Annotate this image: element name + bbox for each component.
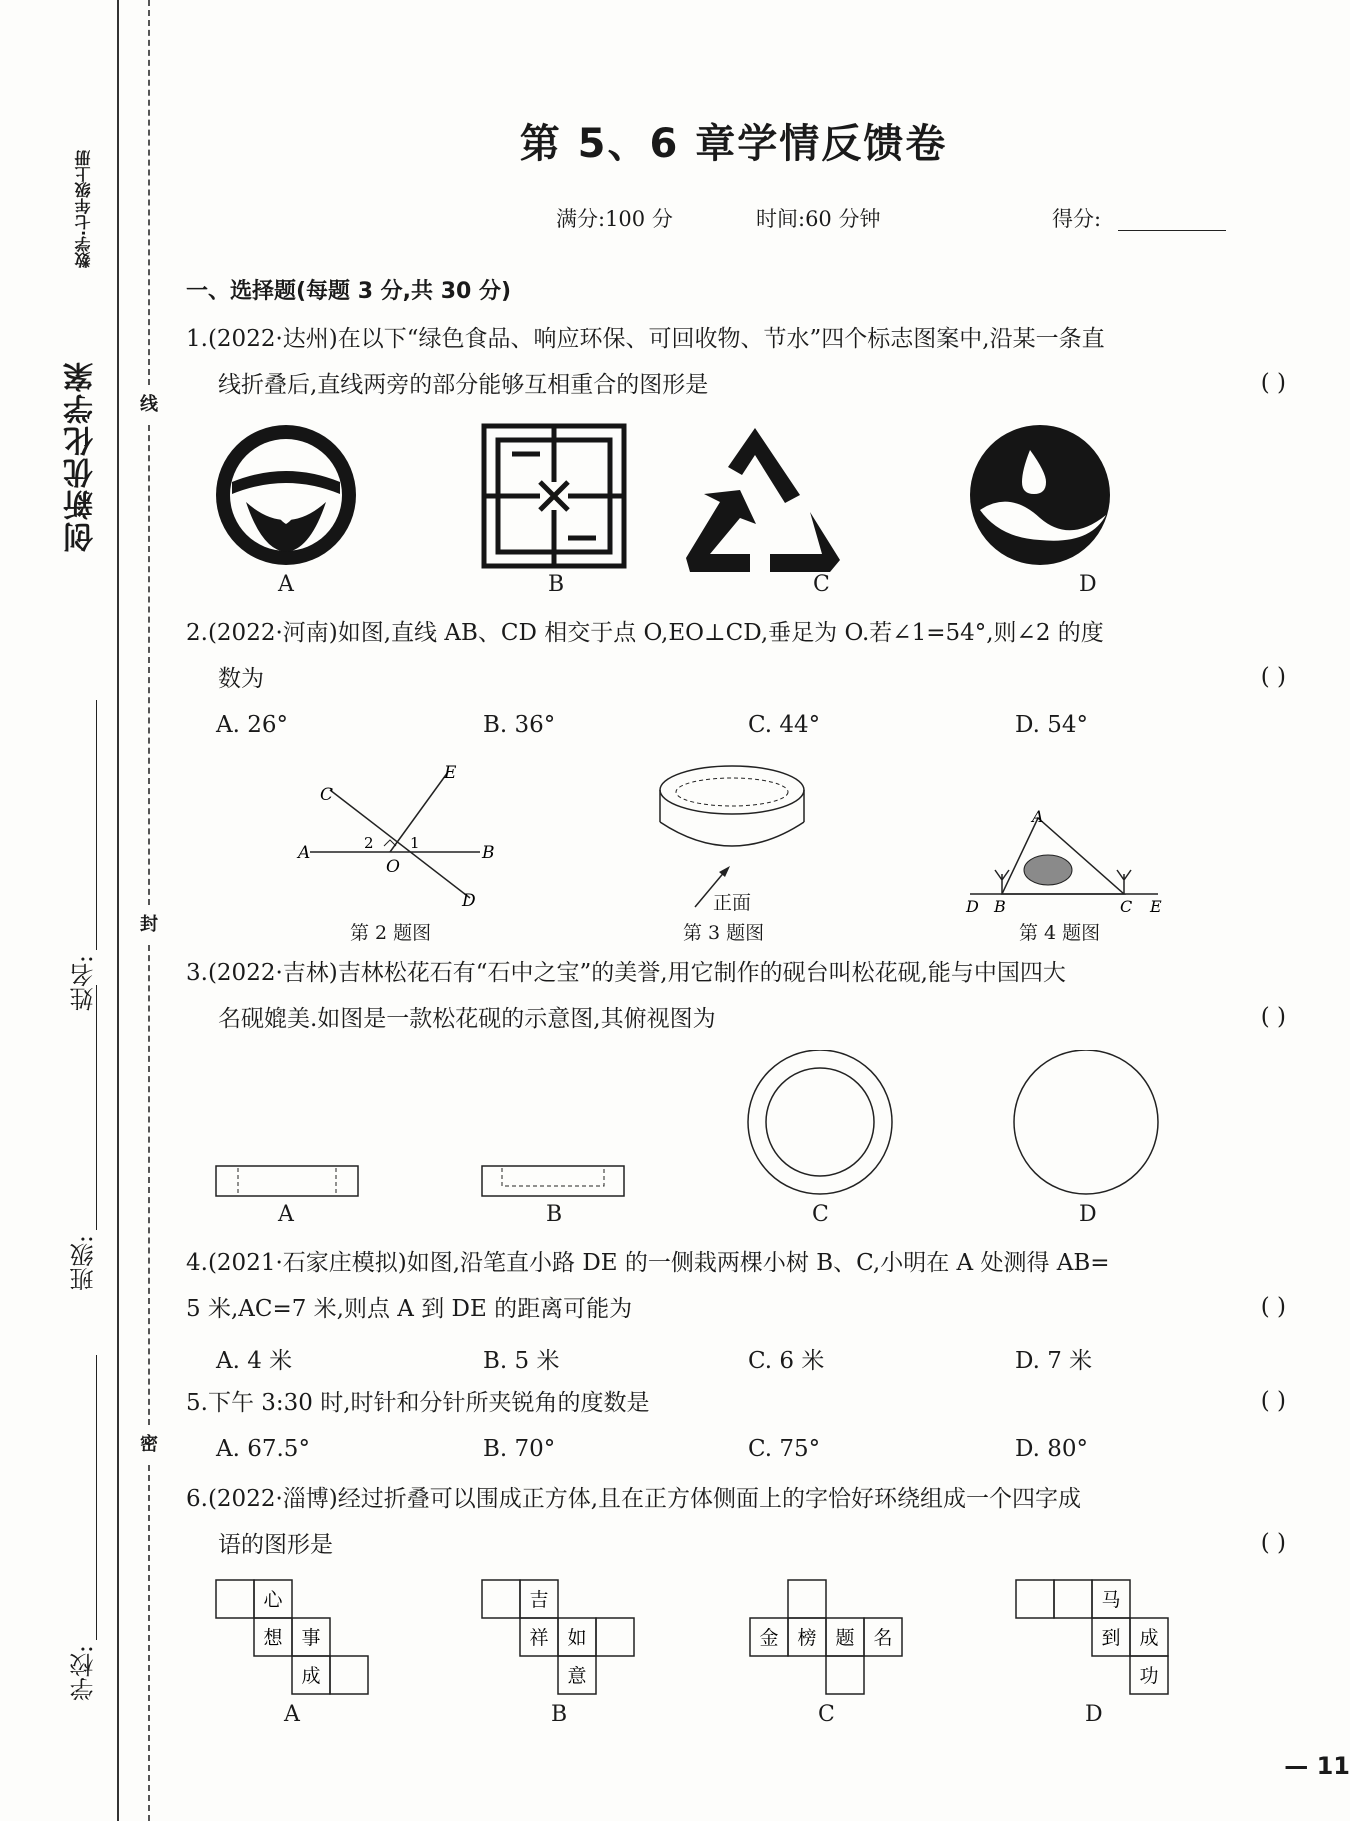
class-field-line[interactable] (96, 985, 97, 1230)
question-1 (186, 316, 1286, 408)
name-field-label: 姓名: (70, 955, 98, 1012)
q3-label-a: A (278, 1202, 294, 1227)
logo-environment-maze[interactable] (484, 426, 624, 566)
fig4-point-d: D (966, 897, 979, 916)
question-text: 下午 3:30 时,时针和分针所夹锐角的度数是 (207, 1390, 650, 1416)
series-label: 数学·七年级上册 (74, 150, 93, 269)
fig2-point-e: E (444, 763, 457, 783)
q2-option-b[interactable]: B. 36° (483, 712, 556, 738)
net-a-char: 成 (301, 1665, 321, 1687)
fig2-angle-1: 1 (410, 834, 420, 852)
logo-water-saving[interactable] (970, 425, 1110, 565)
binding-dash-2 (148, 425, 150, 905)
q6-nets (210, 1576, 1210, 1698)
question-2 (186, 610, 1286, 702)
question-number: 4. (186, 1250, 208, 1276)
binding-char-secret: 密 (140, 1434, 158, 1455)
view-a[interactable] (216, 1166, 358, 1196)
fig2-point-d: D (462, 891, 476, 911)
answer-paren-5[interactable]: ( ) (1260, 1388, 1286, 1414)
q6-label-b: B (551, 1702, 568, 1727)
q3-views (210, 1050, 1210, 1200)
question-3 (186, 950, 1286, 1042)
view-c[interactable] (748, 1050, 892, 1194)
net-d-char: 马 (1101, 1589, 1121, 1611)
question-text-cont: 数为 (218, 666, 264, 692)
net-d-char: 到 (1101, 1627, 1121, 1649)
name-field-line[interactable] (96, 700, 97, 950)
q1-label-c: C (813, 572, 830, 597)
school-field-label: 学校: (70, 1645, 98, 1702)
net-b-char: 祥 (529, 1627, 549, 1649)
exam-time: 时间:60 分钟 (756, 207, 881, 231)
q1-logos (210, 420, 1210, 600)
view-b[interactable] (482, 1166, 624, 1196)
question-number: 6. (186, 1486, 208, 1512)
question-text-cont: 语的图形是 (218, 1532, 333, 1558)
q5-option-a[interactable]: A. 67.5° (216, 1436, 310, 1462)
view-d[interactable] (1014, 1050, 1158, 1194)
score-blank[interactable] (1118, 230, 1226, 231)
fig2-caption: 第 2 题图 (350, 922, 432, 944)
net-c-char: 题 (835, 1627, 855, 1649)
q1-label-b: B (548, 572, 565, 597)
binding-char-seal: 封 (140, 914, 158, 935)
full-score: 满分:100 分 (556, 207, 673, 231)
q1-label-d: D (1079, 572, 1097, 597)
q6-label-d: D (1085, 1702, 1103, 1727)
q6-label-c: C (818, 1702, 835, 1727)
fig2-point-b: B (482, 843, 495, 863)
q3-label-c: C (812, 1202, 829, 1227)
answer-paren-6[interactable]: ( ) (1260, 1530, 1286, 1556)
answer-paren-3[interactable]: ( ) (1260, 1004, 1286, 1030)
q5-option-d[interactable]: D. 80° (1015, 1436, 1089, 1462)
school-field-line[interactable] (96, 1355, 97, 1640)
fig4-point-a: A (1032, 807, 1044, 826)
question-number: 2. (186, 620, 208, 646)
fig4-point-b: B (994, 897, 1006, 916)
fig4-point-e: E (1150, 897, 1162, 916)
q4-option-c[interactable]: C. 6 米 (748, 1348, 825, 1374)
q6-label-a: A (284, 1702, 300, 1727)
question-text: (2022·达州)在以下“绿色食品、响应环保、可回收物、节水”四个标志图案中,沿某一条直 (207, 326, 1105, 352)
question-number: 5. (186, 1390, 208, 1416)
q5-option-c[interactable]: C. 75° (748, 1436, 821, 1462)
question-text-cont: 线折叠后,直线两旁的部分能够互相重合的图形是 (218, 372, 709, 398)
fig2-point-a: A (298, 843, 311, 863)
q2-option-c[interactable]: C. 44° (748, 712, 821, 738)
question-text-cont: 5 米,AC=7 米,则点 A 到 DE 的距离可能为 (186, 1296, 633, 1322)
binding-dash-4 (148, 1465, 150, 1821)
logo-recyclable[interactable] (686, 428, 840, 572)
question-6 (186, 1476, 1286, 1568)
page-title: 第 5、6 章学情反馈卷 (519, 121, 948, 167)
q2-option-a[interactable]: A. 26° (216, 712, 288, 738)
fig2-angle-2: 2 (364, 834, 374, 852)
binding-char-line: 线 (140, 394, 158, 415)
answer-paren-1[interactable]: ( ) (1260, 370, 1286, 396)
fig3-front-label: 正面 (713, 892, 752, 914)
score-label: 得分: (1052, 207, 1102, 231)
answer-paren-4[interactable]: ( ) (1260, 1294, 1286, 1320)
net-a-char: 心 (263, 1589, 283, 1611)
question-number: 1. (186, 326, 208, 352)
fig4-point-c: C (1120, 897, 1133, 916)
question-text: (2022·吉林)吉林松花石有“石中之宝”的美誉,用它制作的砚台叫松花砚,能与中国四大 (207, 960, 1066, 986)
fig2-point-o: O (386, 857, 400, 877)
net-b-char: 如 (567, 1627, 587, 1649)
question-5 (186, 1380, 1286, 1426)
net-c-char: 金 (759, 1627, 779, 1649)
net-a-char: 事 (301, 1627, 321, 1649)
figure-2 (290, 760, 510, 920)
page-number: — 11 (1284, 1752, 1350, 1780)
q2-option-d[interactable]: D. 54° (1015, 712, 1089, 738)
fig4-caption: 第 4 题图 (1019, 922, 1101, 944)
net-a-char: 想 (263, 1627, 283, 1649)
q5-option-b[interactable]: B. 70° (483, 1436, 556, 1462)
q3-label-b: B (546, 1202, 563, 1227)
class-field-label: 班级: (70, 1235, 98, 1292)
q4-option-b[interactable]: B. 5 米 (483, 1348, 560, 1374)
q4-option-a[interactable]: A. 4 米 (216, 1348, 293, 1374)
question-text: (2022·淄博)经过折叠可以围成正方体,且在正方体侧面上的字恰好环绕组成一个四字成 (207, 1486, 1082, 1512)
fig2-point-c: C (320, 785, 334, 805)
fig3-caption: 第 3 题图 (683, 922, 765, 944)
net-d-char: 成 (1139, 1627, 1159, 1649)
binding-dash-3 (148, 945, 150, 1425)
net-c-char: 名 (873, 1627, 893, 1649)
net-d-char: 功 (1139, 1665, 1159, 1687)
net-c-char: 榜 (797, 1627, 817, 1649)
net-b-char: 意 (567, 1665, 587, 1687)
q3-label-d: D (1079, 1202, 1097, 1227)
figure-4 (962, 800, 1182, 920)
question-4 (186, 1240, 1286, 1332)
q4-option-d[interactable]: D. 7 米 (1015, 1348, 1093, 1374)
question-text: (2021·石家庄模拟)如图,沿笔直小路 DE 的一侧栽两棵小树 B、C,小明在 A 处测得 AB= (207, 1250, 1110, 1276)
binding-dash-1 (148, 0, 150, 385)
question-text: (2022·河南)如图,直线 AB、CD 相交于点 O,EO⊥CD,垂足为 O.若∠1=54°,则∠2 的度 (207, 620, 1104, 646)
margin-rule (117, 0, 119, 1821)
question-number: 3. (186, 960, 208, 986)
net-b-char: 吉 (529, 1589, 549, 1611)
logo-green-food[interactable] (216, 425, 356, 565)
brand-title: 创新优化学案 (64, 360, 99, 552)
answer-paren-2[interactable]: ( ) (1260, 664, 1286, 690)
section-title: 一、选择题(每题 3 分,共 30 分) (186, 279, 512, 304)
question-text-cont: 名砚媲美.如图是一款松花砚的示意图,其俯视图为 (218, 1006, 716, 1032)
q1-label-a: A (278, 572, 294, 597)
